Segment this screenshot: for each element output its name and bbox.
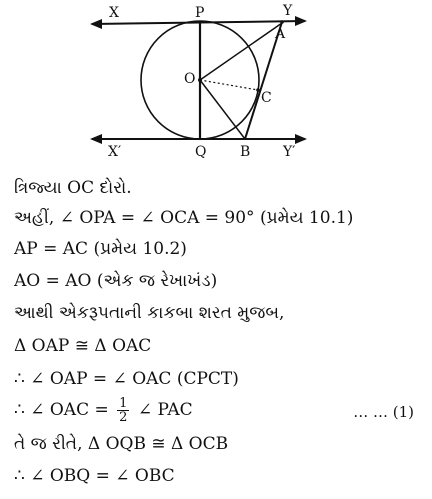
arrowhead-right-top [295, 16, 307, 26]
label-o: O [184, 71, 196, 87]
label-p: P [195, 5, 205, 21]
label-b: B [240, 144, 251, 160]
point-a [280, 20, 284, 24]
radius-oc [200, 80, 258, 90]
arrowhead-left-bottom [90, 134, 102, 144]
label-c: C [261, 90, 272, 106]
text-line-3: AP = AC (પ્રમેય 10.2) [14, 239, 187, 259]
label-x-prime: X′ [108, 144, 122, 160]
line8-prefix: ∴ ∠ OAC = [14, 400, 109, 420]
arrowhead-right-bottom [295, 134, 307, 144]
arrowhead-left-top [90, 19, 102, 29]
text-line-9: તે જ રીતે, Δ OQB ≅ Δ OCB [14, 434, 229, 454]
fraction-numerator: 1 [119, 396, 128, 411]
fraction-denominator: 2 [119, 410, 128, 425]
text-line-5: આથી એકરૂપતાની કાકબા શરત મુજબ, [14, 303, 285, 323]
label-q: Q [195, 144, 207, 160]
label-y: Y [283, 3, 293, 19]
point-c [256, 88, 260, 92]
text-line-4: AO = AO (એક જ રેખાખંડ) [14, 271, 218, 291]
label-a: A [275, 26, 286, 42]
equation-number: … … (1) [353, 403, 414, 421]
segment-oa [200, 23, 282, 80]
text-line-6: Δ OAP ≅ Δ OAC [14, 336, 152, 356]
tangent-circle-figure [0, 0, 432, 160]
line8-suffix: ∠ PAC [137, 400, 193, 420]
segment-ob [200, 80, 245, 139]
point-o [198, 78, 202, 82]
fraction-half [117, 397, 129, 424]
text-line-7: ∴ ∠ OAP = ∠ OAC (CPCT) [14, 369, 239, 389]
text-line-8 [14, 397, 193, 424]
text-line-1: ત્રિજ્યા OC દોરો. [14, 178, 132, 198]
label-x: X [109, 5, 119, 21]
label-y-prime: Y′ [283, 144, 296, 160]
text-line-10: ∴ ∠ OBQ = ∠ OBC [14, 466, 175, 486]
text-line-2: અહીં, ∠ OPA = ∠ OCA = 90° (પ્રમેય 10.1) [14, 208, 354, 228]
